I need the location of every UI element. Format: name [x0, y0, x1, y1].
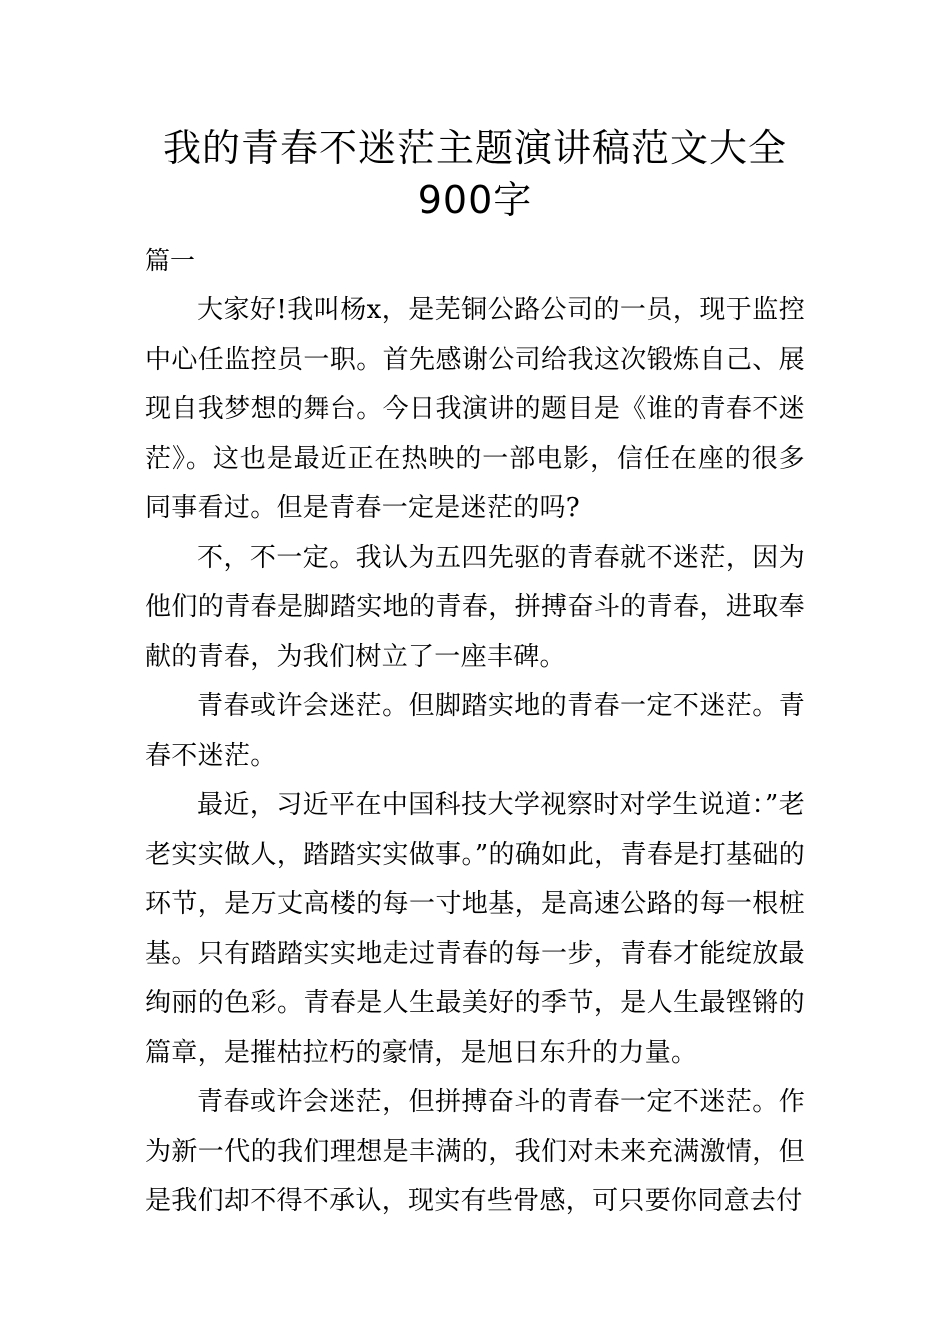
title-line-2: 900字 [417, 178, 533, 222]
paragraph-2: 不，不一定。我认为五四先驱的青春就不迷茫，因为他们的青春是脚踏实地的青春，拼搏奋斗的青春，进取奉献的青春，为我们树立了一座丰碑。 [145, 542, 805, 672]
paragraph-3: 青春或许会迷茫。但脚踏实地的青春一定不迷茫。青春不迷茫。 [145, 691, 805, 771]
paragraph-1: 大家好!我叫杨x，是芜铜公路公司的一员，现于监控中心任监控员一职。首先感谢公司给我这次锻炼自己、展现自我梦想的舞台。今日我演讲的题目是《谁的青春不迷茫》。这也是最近正在热映的一部电影，信任在座的很多同事看过。但是青春一定是迷茫的吗? [145, 295, 805, 523]
paragraph-5: 青春或许会迷茫，但拼搏奋斗的青春一定不迷茫。作为新一代的我们理想是丰满的，我们对未来充满激情，但是我们却不得不承认，现实有些骨感，可只要你同意去付 [145, 1087, 805, 1216]
paragraph-4: 最近，习近平在中国科技大学视察时对学生说道：”老老实实做人，踏踏实实做事。”的确如此，青春是打基础的环节，是万丈高楼的每一寸地基，是高速公路的每一根桩基。只有踏踏实实地走过青春的每一步，青春才能绽放最绚丽的色彩。青春是人生最美好的季节，是人生最铿锵的篇章，是摧枯拉朽的豪情，是旭日东升的力量。 [145, 790, 805, 1068]
document-title [145, 122, 805, 226]
section-label: 篇一 [145, 246, 196, 275]
title-line-1: 我的青春不迷茫主题演讲稿范文大全 [162, 126, 787, 170]
document-body [145, 286, 805, 1227]
